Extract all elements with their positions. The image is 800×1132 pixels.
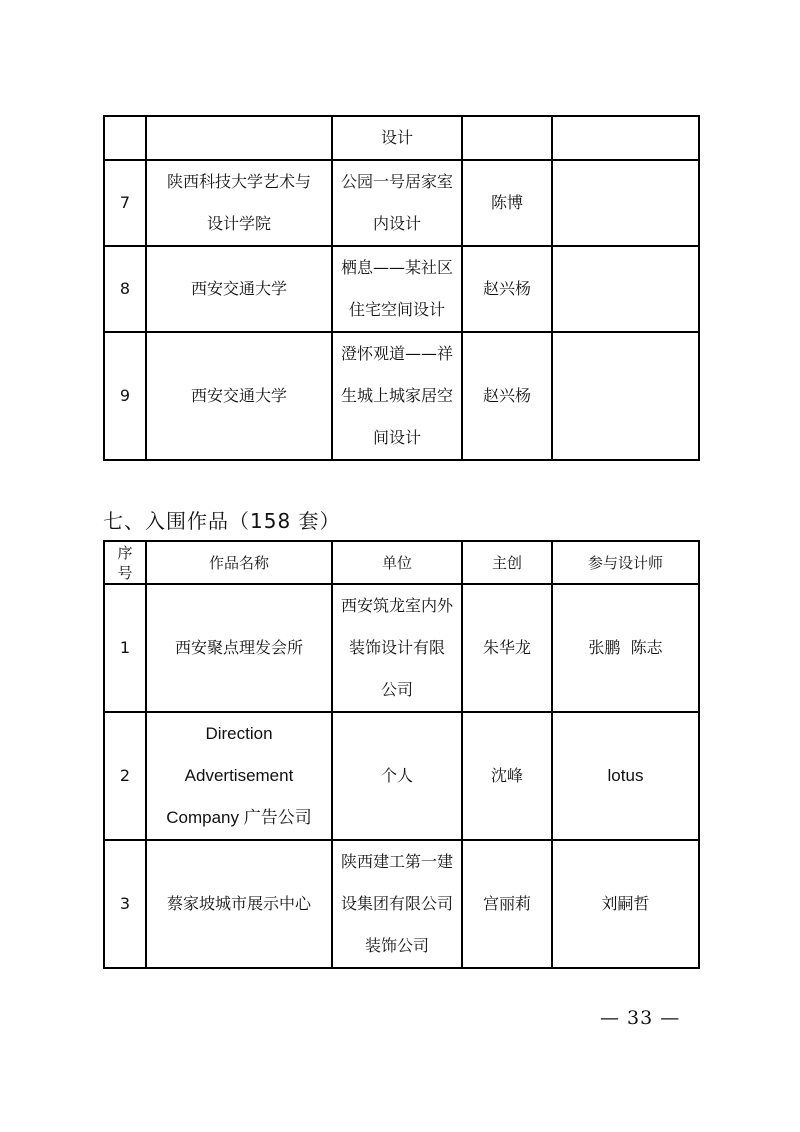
header-participants: 参与设计师 bbox=[552, 541, 699, 584]
header-unit: 单位 bbox=[332, 541, 462, 584]
cell-no: 1 bbox=[104, 584, 146, 712]
cell-no: 2 bbox=[104, 712, 146, 840]
table-row bbox=[104, 116, 699, 160]
cell-participants bbox=[552, 116, 699, 160]
cell-unit: 西安筑龙室内外 装饰设计有限 公司 bbox=[332, 584, 462, 712]
table-row bbox=[104, 246, 699, 332]
header-work: 作品名称 bbox=[146, 541, 332, 584]
cell-unit: 陕西建工第一建 设集团有限公司 装饰公司 bbox=[332, 840, 462, 968]
cell-no bbox=[104, 116, 146, 160]
cell-unit: 西安交通大学 bbox=[146, 246, 332, 332]
cell-participants: 张鹏 陈志 bbox=[552, 584, 699, 712]
cell-participants: lotus bbox=[552, 712, 699, 840]
awards-table-continued bbox=[103, 115, 700, 461]
cell-work: 蔡家坡城市展示中心 bbox=[146, 840, 332, 968]
cell-work: 设计 bbox=[332, 116, 462, 160]
cell-no: 3 bbox=[104, 840, 146, 968]
cell-participants bbox=[552, 246, 699, 332]
cell-lead: 赵兴杨 bbox=[462, 332, 552, 460]
cell-work: 公园一号居家室 内设计 bbox=[332, 160, 462, 246]
header-no: 序 号 bbox=[104, 541, 146, 584]
cell-lead bbox=[462, 116, 552, 160]
cell-no: 9 bbox=[104, 332, 146, 460]
cell-no: 8 bbox=[104, 246, 146, 332]
cell-lead: 赵兴杨 bbox=[462, 246, 552, 332]
table-row bbox=[104, 332, 699, 460]
cell-work: Direction Advertisement Company 广告公司 bbox=[146, 712, 332, 840]
table-row bbox=[104, 584, 699, 712]
table-row bbox=[104, 160, 699, 246]
cell-work: 澄怀观道——祥 生城上城家居空 间设计 bbox=[332, 332, 462, 460]
cell-lead: 沈峰 bbox=[462, 712, 552, 840]
cell-lead: 宫丽莉 bbox=[462, 840, 552, 968]
cell-work: 栖息——某社区 住宅空间设计 bbox=[332, 246, 462, 332]
cell-participants bbox=[552, 160, 699, 246]
cell-lead: 陈博 bbox=[462, 160, 552, 246]
cell-unit bbox=[146, 116, 332, 160]
finalist-works-table bbox=[103, 540, 700, 969]
page-number: — 33 — bbox=[600, 1007, 681, 1029]
cell-work: 西安聚点理发会所 bbox=[146, 584, 332, 712]
table-row bbox=[104, 712, 699, 840]
header-lead: 主创 bbox=[462, 541, 552, 584]
cell-unit: 陕西科技大学艺术与 设计学院 bbox=[146, 160, 332, 246]
cell-participants bbox=[552, 332, 699, 460]
table-header-row bbox=[104, 541, 699, 584]
cell-unit: 西安交通大学 bbox=[146, 332, 332, 460]
cell-unit: 个人 bbox=[332, 712, 462, 840]
cell-participants: 刘嗣哲 bbox=[552, 840, 699, 968]
table-row bbox=[104, 840, 699, 968]
section-heading: 七、入围作品（158 套） bbox=[103, 509, 341, 533]
cell-no: 7 bbox=[104, 160, 146, 246]
cell-lead: 朱华龙 bbox=[462, 584, 552, 712]
